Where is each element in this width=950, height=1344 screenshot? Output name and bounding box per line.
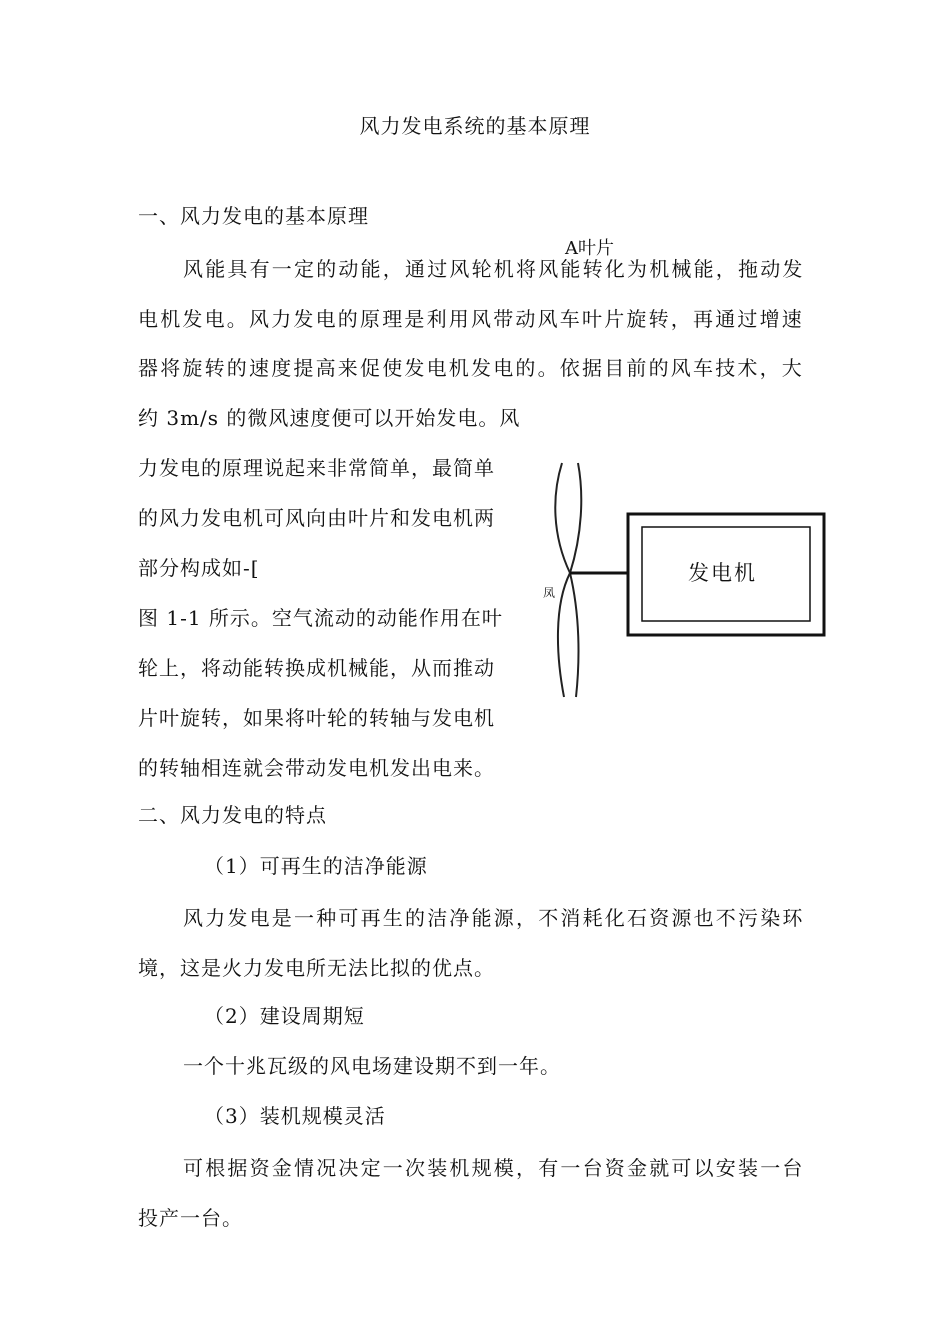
paragraph-line: 片叶旋转，如果将叶轮的转轴与发电机 xyxy=(138,706,495,730)
paragraph-line: 的风力发电机可风向由叶片和发电机两 xyxy=(138,506,495,530)
lower-blade-edge xyxy=(570,573,578,697)
paragraph-line: 轮上，将动能转换成机械能，从而推动 xyxy=(138,656,495,680)
paragraph-line: 图 1-1 所示。空气流动的动能作用在叶 xyxy=(138,606,503,630)
section-heading: 二、风力发电的特点 xyxy=(138,803,327,827)
paragraph-line: 力发电的原理说起来非常简单，最简单 xyxy=(138,456,495,480)
item-heading: （2）建设周期短 xyxy=(204,1004,365,1028)
lower-blade xyxy=(558,573,570,697)
paragraph-line: 器将旋转的速度提高来促使发电机发电的。依据目前的风车技术，大 xyxy=(138,356,804,380)
blade-label: A叶片 xyxy=(565,238,614,259)
item-heading: （1）可再生的洁净能源 xyxy=(204,854,428,878)
paragraph-line: 电机发电。风力发电的原理是利用风带动风车叶片旋转，再通过增速 xyxy=(138,307,804,331)
figure-side-label: 凤 xyxy=(543,586,556,600)
section-heading: 一、风力发电的基本原理 xyxy=(138,204,369,228)
upper-blade xyxy=(555,463,570,573)
paragraph-line: 可根据资金情况决定一次装机规模，有一台资金就可以安装一台 xyxy=(183,1156,805,1180)
paragraph-line: 风力发电是一种可再生的洁净能源，不消耗化石资源也不污染环 xyxy=(183,906,805,930)
upper-blade-edge xyxy=(570,463,581,573)
paragraph-line: 投产一台。 xyxy=(138,1206,243,1230)
paragraph-line: 的转轴相连就会带动发电机发出电来。 xyxy=(138,756,495,780)
paragraph-line: 部分构成如-[ xyxy=(138,556,260,580)
paragraph-line: 境，这是火力发电所无法比拟的优点。 xyxy=(138,956,495,980)
paragraph-line: 约 3m/s 的微风速度便可以开始发电。风 xyxy=(138,406,521,430)
page-title: 风力发电系统的基本原理 xyxy=(359,114,591,138)
paragraph-line: 一个十兆瓦级的风电场建设期不到一年。 xyxy=(183,1054,561,1078)
generator-label: 发电机 xyxy=(688,561,757,585)
paragraph-line: 风能具有一定的动能，通过风轮机将风能转化为机械能，拖动发 xyxy=(183,257,805,281)
item-heading: （3）装机规模灵活 xyxy=(204,1104,386,1128)
